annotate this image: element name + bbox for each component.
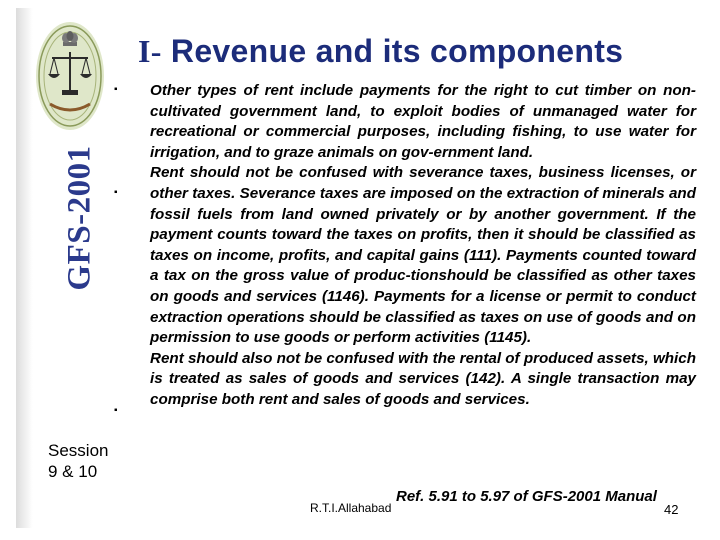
- session-label-line2: 9 & 10: [48, 462, 98, 481]
- sidebar: [16, 8, 108, 528]
- footer-credit: R.T.I.Allahabad: [310, 501, 392, 515]
- bullet-marker-1: ▪: [114, 84, 118, 95]
- session-label-line1: Session: [48, 441, 109, 460]
- bullet-text-1: Other types of rent include payments for the right to cut timber on non-cultivated government land, to exploit bodies of unmanaged water for recreational or commercial purposes, including fishing, to use water for irrigation, and to graze animals on gov-ernment land.: [150, 82, 696, 161]
- bullet-list: [150, 81, 696, 411]
- bullet-marker-3: ▪: [114, 405, 118, 416]
- page-number: 42: [664, 502, 679, 517]
- bullet-marker-2: ▪: [114, 187, 118, 198]
- page-title: [138, 33, 623, 70]
- emblem-logo: [36, 22, 104, 130]
- session-label: [48, 440, 128, 482]
- bullet-text-2: Rent should not be confused with severance taxes, business licenses, or other taxes. Severance taxes are imposed on the extraction of minerals and fossil fuels from land owned privately or by another government. If the payment counts toward the taxes on profits, then it should be classified as taxes on income, profits, and capital gains (111). Payments counted toward a tax on the gross value of produc-tionshould be classified as other taxes on goods and services (1146). Payments for a license or permit to conduct extraction operations should be classified as taxes on use of goods and on permission to use goods or perform activities (1145).: [150, 164, 696, 347]
- bullet-text-3: Rent should also not be confused with the rental of produced assets, which is treated as sales of goods and services (142). A single transaction may comprise both rent and sales of goods and services.: [150, 349, 696, 408]
- manual-reference: Ref. 5.91 to 5.97 of GFS-2001 Manual: [396, 488, 657, 505]
- gfs-vertical-title: GFS-2001: [61, 145, 98, 291]
- emblem-icon: [36, 22, 104, 130]
- title-number: I-: [138, 33, 162, 69]
- title-text: Revenue and its components: [170, 33, 624, 69]
